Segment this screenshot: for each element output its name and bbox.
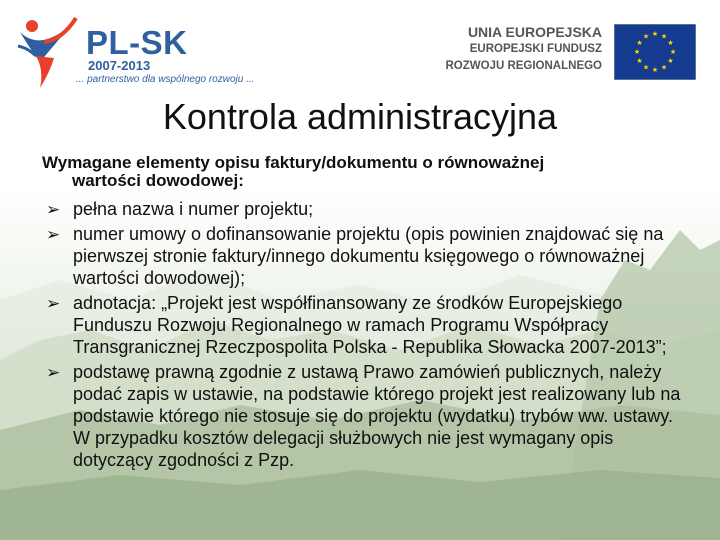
- svg-text:★: ★: [651, 30, 659, 38]
- svg-text:★: ★: [651, 66, 659, 74]
- arrow-bullet-icon: ➢: [46, 225, 61, 244]
- intro-text: [42, 154, 682, 190]
- svg-text:★: ★: [660, 32, 668, 41]
- eu-line-1: UNIA EUROPEJSKA: [467, 24, 602, 40]
- intro-line-1: Wymagane elementy opisu faktury/dokumentu o równoważnej: [42, 153, 545, 172]
- eu-flag-icon: [614, 24, 696, 80]
- svg-text:★: ★: [642, 63, 650, 72]
- list-item-text: adnotacja: „Projekt jest współfinansowany ze środków Europejskiego Funduszu Rozwoju Regionalnego w ramach Programu Współpracy Transgranicznej Rzeczpospolita Polska - Republika Słowacka 2007-2013”;: [73, 293, 667, 357]
- arrow-bullet-icon: ➢: [46, 294, 61, 313]
- slide-title: Kontrola administracyjna: [162, 96, 558, 137]
- intro-line-2: wartości dowodowej:: [72, 171, 244, 190]
- svg-text:★: ★: [636, 39, 643, 47]
- arrow-bullet-icon: ➢: [46, 363, 61, 382]
- eu-line-2: EUROPEJSKI FUNDUSZ: [469, 43, 602, 55]
- arrow-bullet-icon: ➢: [46, 200, 61, 219]
- svg-text:★: ★: [660, 63, 668, 72]
- requirements-list: [42, 198, 692, 474]
- svg-text:★: ★: [667, 39, 674, 47]
- svg-text:★: ★: [667, 57, 674, 65]
- list-item: [42, 361, 692, 471]
- list-item-text: numer umowy o dofinansowanie projektu (opis powinien znajdować się na pierwszej stronie faktury/innego dokumentu księgowego o równoważnej wartości dowodowej);: [73, 224, 664, 288]
- list-item-text: pełna nazwa i numer projektu;: [73, 199, 314, 219]
- eu-text-block: [445, 24, 602, 75]
- svg-text:★: ★: [633, 48, 641, 56]
- svg-text:★: ★: [669, 48, 677, 56]
- svg-text:★: ★: [642, 32, 650, 41]
- logo-tagline: ... partnerstwo dla wspólnego rozwoju ...: [76, 74, 255, 85]
- logo-years: 2007-2013: [88, 58, 151, 73]
- eu-line-3: ROZWOJU REGIONALNEGO: [445, 60, 602, 72]
- list-item: [42, 198, 692, 220]
- logo-main-text: PL-SK: [86, 24, 188, 61]
- pl-sk-logo: [10, 12, 255, 92]
- list-item: [42, 292, 692, 358]
- list-item-text: podstawę prawną zgodnie z ustawą Prawo zamówień publicznych, należy podać zapis w ustawie, na podstawie którego projekt jest realizowany lub na podstawie którego nie stosuje się do projektu (wydatku) trybów ww. ustawy. W przypadku kosztów delegacji służbowych nie jest wymagany opis dotyczący zgodności z Pzp.: [73, 362, 681, 470]
- svg-text:★: ★: [636, 57, 643, 65]
- list-item: [42, 223, 692, 289]
- header: [0, 0, 720, 100]
